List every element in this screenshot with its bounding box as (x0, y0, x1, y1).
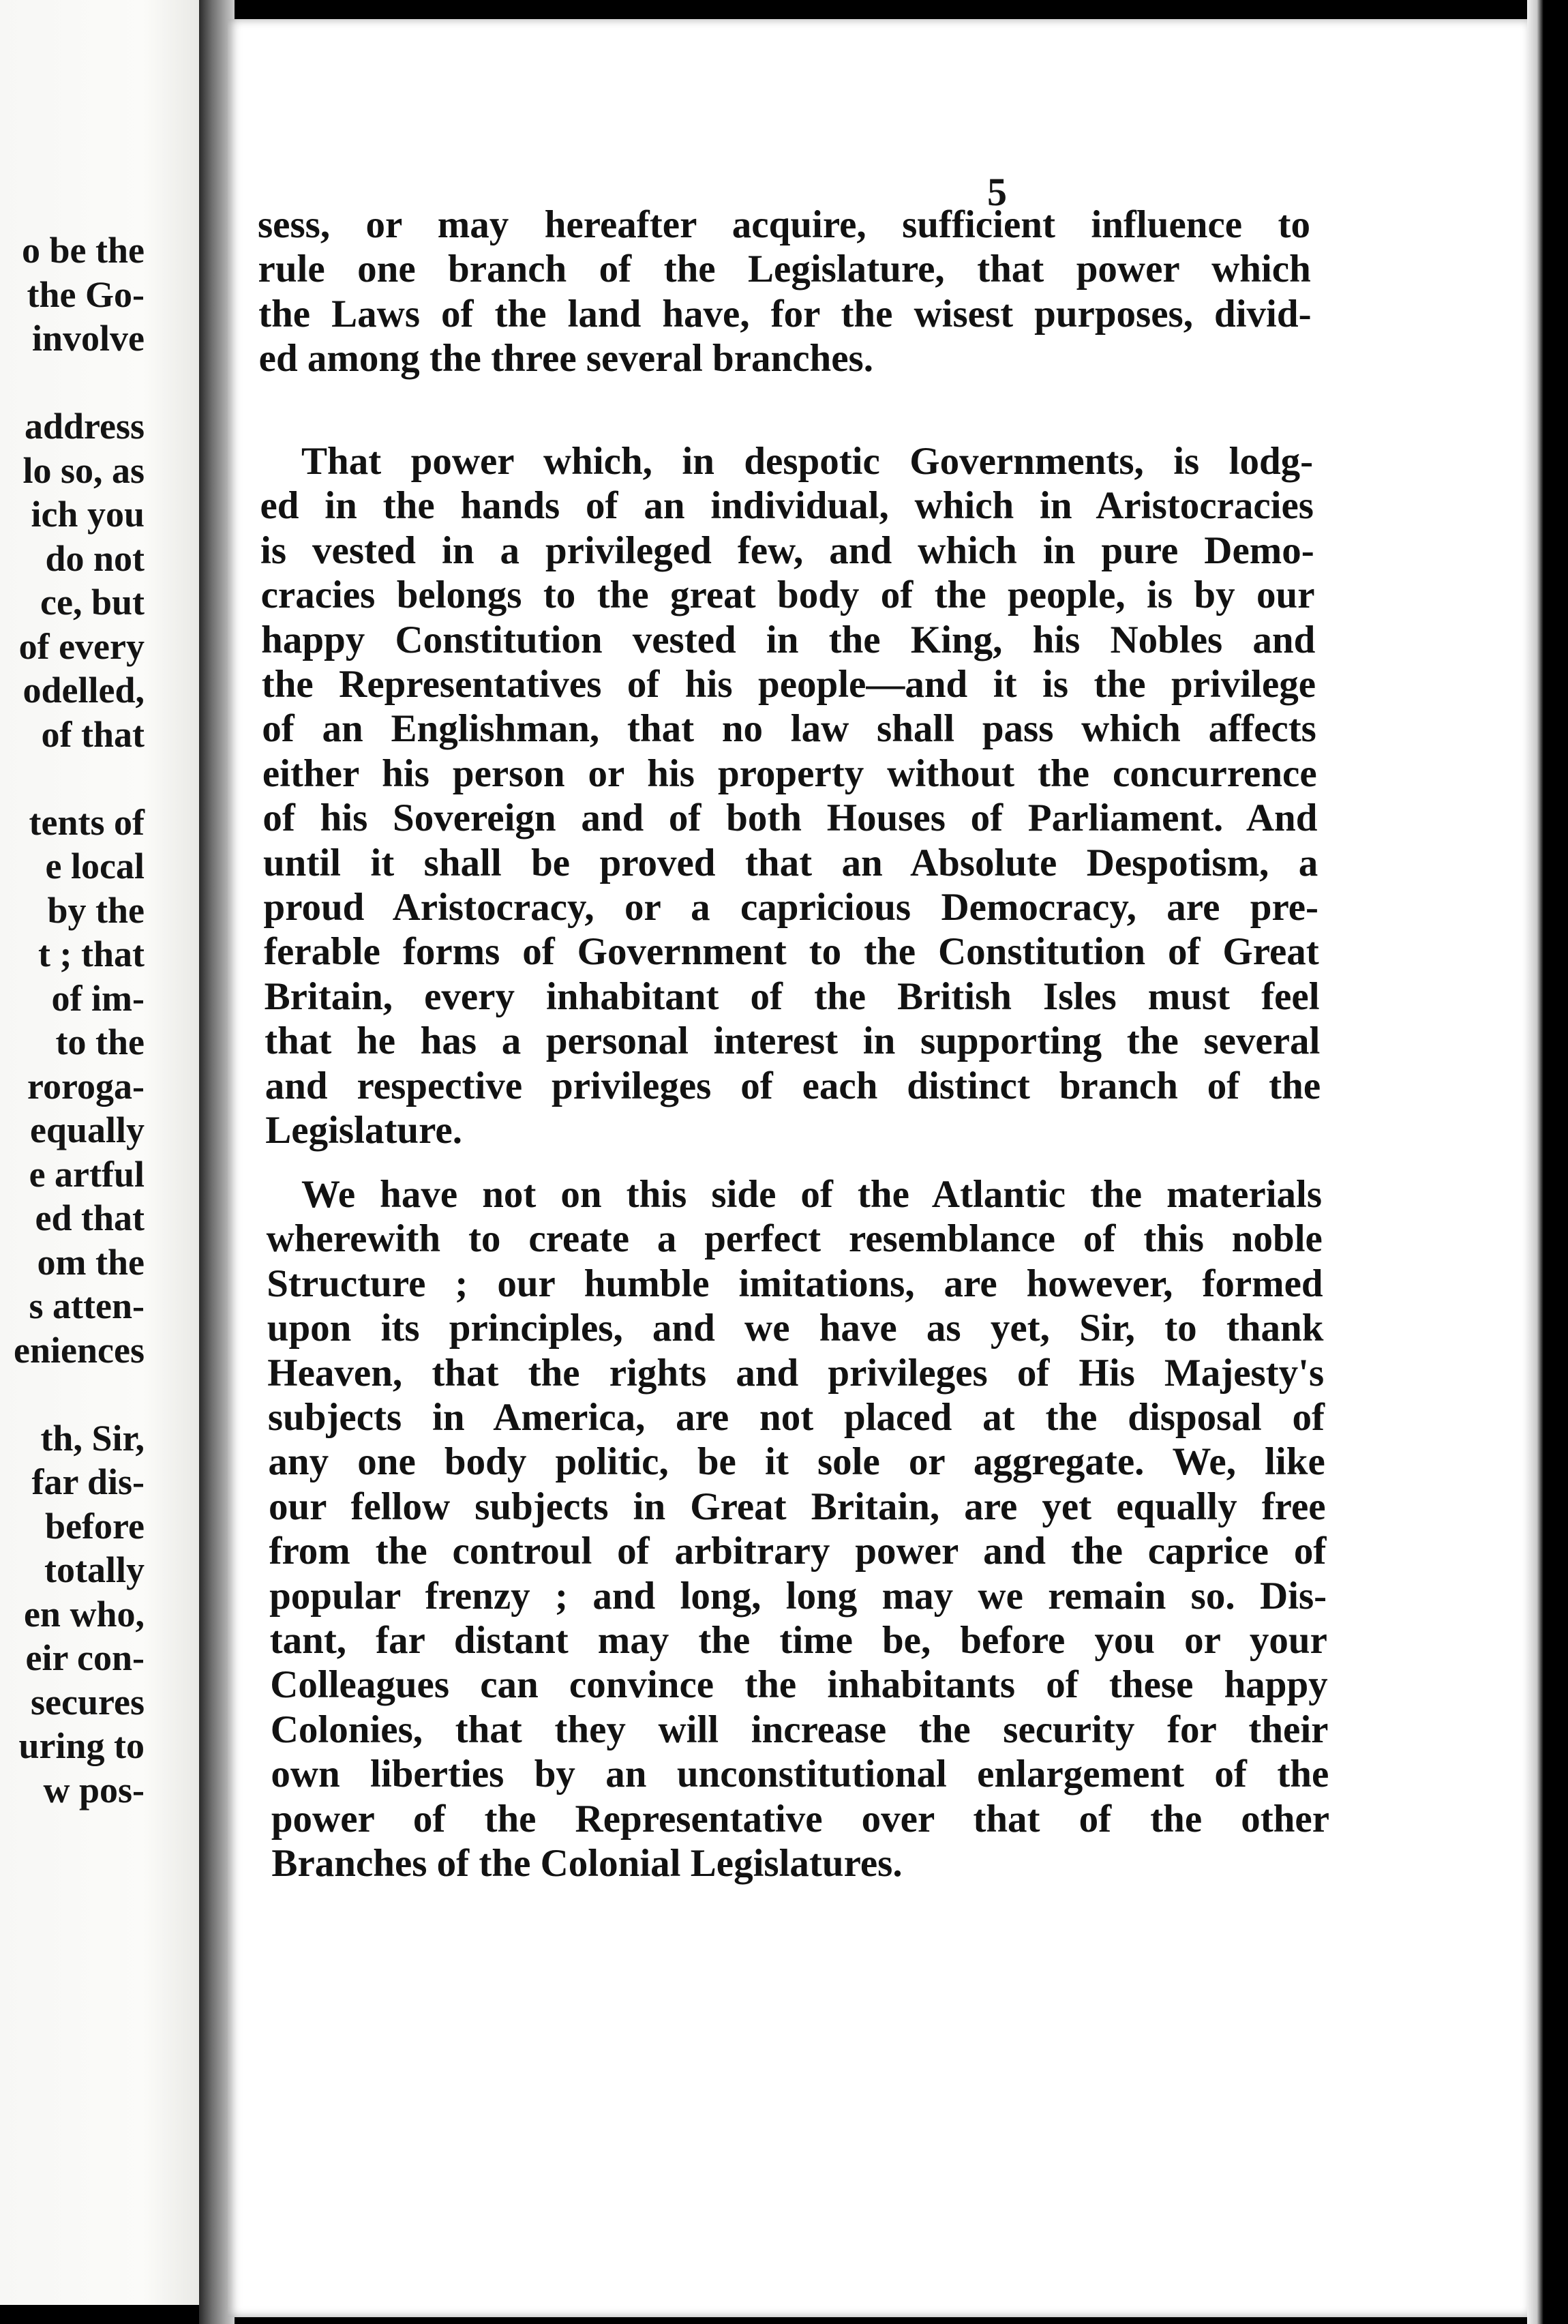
text-line: of an Englishman, that no law shall pass which affects (262, 707, 1316, 751)
left-page-line: totally (44, 1549, 145, 1590)
text-line: Colleagues can convince the inhabitants of these happy (270, 1663, 1328, 1707)
left-page-line: t ; that (38, 934, 145, 974)
text-line: That power which, in despotic Governments, is lodg- (301, 440, 1314, 483)
text-line: power of the Representative over that of the other (271, 1797, 1330, 1841)
text-line: is vested in a privileged few, and which in pure Demo- (260, 528, 1314, 572)
left-page-line: involve (31, 318, 145, 359)
text-line: either his person or his property without the concurrence (262, 751, 1317, 795)
text-line: ed in the hands of an individual, which in Aristocracies (260, 484, 1314, 528)
page-number: 5 (987, 170, 1007, 214)
text-line: sess, or may hereafter acquire, sufficient influence to (258, 203, 1310, 246)
left-page-line: th, Sir, (40, 1417, 145, 1459)
left-page-line: ed that (35, 1197, 145, 1238)
text-line: popular frenzy ; and long, long may we remain so. Dis- (269, 1574, 1327, 1618)
left-page-line: of every (18, 625, 145, 667)
text-line: We have not on this side of the Atlantic the materials (301, 1173, 1323, 1216)
left-page-line: the Go- (27, 273, 145, 315)
text-line: Colonies, that they will increase the security for their (270, 1708, 1329, 1751)
text-line: own liberties by an unconstitutional enlargement of the (271, 1753, 1329, 1796)
left-page-line: far dis- (31, 1461, 145, 1502)
text-line: tant, far distant may the time be, before you or your (269, 1619, 1327, 1662)
text-line: Structure ; our humble imitations, are however, formed (267, 1262, 1323, 1305)
left-page-line: secures (31, 1681, 145, 1723)
left-page-line: by the (47, 889, 145, 931)
text-line: ed among the three several branches. (258, 337, 873, 381)
text-line: the Laws of the land have, for the wisest purposes, divid- (258, 292, 1312, 336)
left-page-line: w pos- (43, 1769, 145, 1811)
text-line: Heaven, that the rights and privileges of His Majesty's (267, 1351, 1325, 1395)
text-line: Branches of the Colonial Legislatures. (271, 1842, 903, 1885)
left-page-line: lo so, as (22, 449, 145, 491)
left-page-line: en who, (23, 1593, 145, 1635)
left-page-line: eniences (14, 1329, 145, 1371)
text-line: rule one branch of the Legislature, that power which (258, 248, 1311, 291)
left-page-line: equally (29, 1109, 145, 1150)
left-page-line: roroga- (27, 1065, 145, 1107)
left-page-line: s atten- (29, 1285, 145, 1326)
left-page-line: e artful (29, 1153, 145, 1195)
text-line: upon its principles, and we have as yet, Sir, to thank (267, 1307, 1324, 1350)
text-line: our fellow subjects in Great Britain, are yet equally free (268, 1485, 1326, 1528)
text-line: of his Sovereign and of both Houses of Parliament. And (262, 796, 1318, 840)
left-page-line: tents of (29, 801, 145, 843)
left-page-line: uring to (18, 1725, 145, 1766)
left-page-line: of im- (51, 977, 145, 1019)
left-page-line: ce, but (40, 582, 145, 623)
text-line: any one body politic, be it sole or aggregate. We, like (268, 1440, 1325, 1484)
left-page-line: ich you (31, 494, 145, 535)
left-page-line: to the (55, 1022, 145, 1062)
facing-page-left (0, 0, 205, 2305)
left-page-line: do not (45, 537, 145, 579)
left-page-line: address (24, 406, 145, 447)
left-page-line: eir con- (25, 1637, 145, 1678)
left-page-line: odelled, (22, 670, 145, 711)
text-line: that he has a personal interest in supporting the several (265, 1019, 1321, 1063)
left-page-line: om the (37, 1241, 145, 1283)
text-line: Britain, every inhabitant of the British Isles must feel (264, 974, 1320, 1018)
left-page-line: e local (45, 846, 145, 887)
left-page-line: before (45, 1505, 145, 1547)
left-page-line: o be the (22, 230, 145, 271)
text-line: happy Constitution vested in the King, his Nobles and (261, 618, 1316, 661)
page-5 (228, 19, 1527, 2317)
text-line: and respective privileges of each distinct branch of the (265, 1064, 1321, 1107)
text-line: proud Aristocracy, or a capricious Democracy, are pre- (263, 886, 1318, 929)
text-line: Legislature. (265, 1109, 462, 1152)
left-page-line: of that (41, 713, 145, 755)
text-line: wherewith to create a perfect resemblance of this noble (266, 1217, 1323, 1261)
text-line: until it shall be proved that an Absolute Despotism, a (262, 841, 1318, 884)
text-line: from the controul of arbitrary power and the caprice of (269, 1530, 1327, 1573)
text-line: cracies belongs to the great body of the people, is by our (260, 573, 1315, 617)
page-edge (1527, 0, 1543, 2324)
text-line: ferable forms of Government to the Constitution of Great (264, 930, 1319, 974)
text-line: the Representatives of his people—and it is the privilege (261, 663, 1316, 706)
text-line: subjects in America, are not placed at the disposal of (267, 1396, 1325, 1439)
